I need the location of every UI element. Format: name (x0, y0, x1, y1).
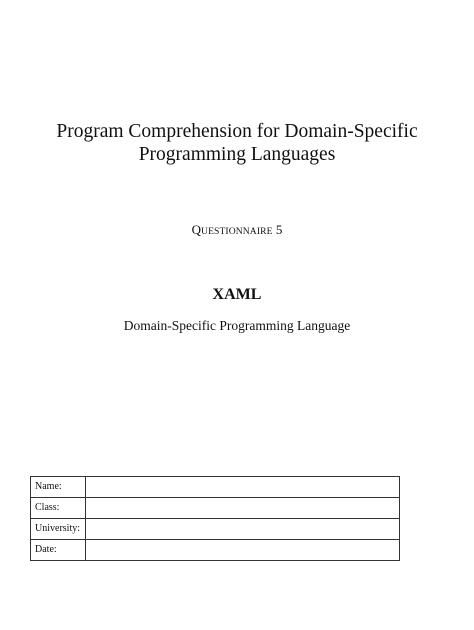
questionnaire-initial: Q (191, 222, 202, 237)
questionnaire-heading (0, 222, 474, 240)
questionnaire-label: UESTIONNAIRE (201, 226, 273, 237)
date-field[interactable] (86, 540, 400, 561)
info-form-table (30, 476, 400, 561)
info-row-date (31, 540, 400, 561)
document-title (0, 120, 474, 166)
title-line-1: Program Comprehension for Domain-Specific (56, 121, 418, 142)
name-field[interactable] (86, 477, 400, 498)
class-field[interactable] (86, 498, 400, 519)
questionnaire-number: 5 (275, 222, 283, 237)
university-field[interactable] (86, 519, 400, 540)
date-label: Date: (31, 540, 86, 561)
info-row-name (31, 477, 400, 498)
language-name: XAML (212, 286, 262, 303)
title-line-2: Programming Languages (138, 144, 336, 165)
university-label: University: (31, 519, 86, 540)
class-label: Class: (31, 498, 86, 519)
info-row-class (31, 498, 400, 519)
document-subtitle: Domain-Specific Programming Language (123, 318, 351, 333)
name-label: Name: (31, 477, 86, 498)
info-row-university (31, 519, 400, 540)
